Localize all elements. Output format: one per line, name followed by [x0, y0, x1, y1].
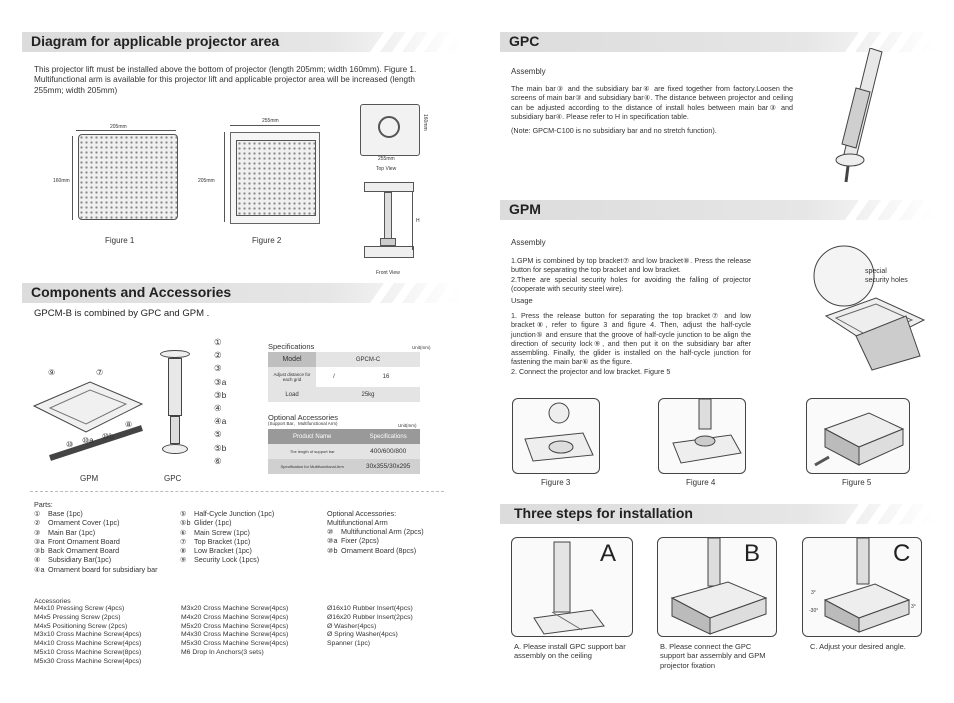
- step-a-caption: A. Please install GPC support bar assembly on the ceiling: [514, 642, 626, 661]
- gpm-assembly-label: Assembly: [511, 238, 546, 247]
- accessory-item: M4x20 Cross Machine Screw(4pcs): [181, 613, 289, 621]
- figure-5-illustration: [807, 399, 910, 474]
- part-number: ④: [34, 555, 41, 565]
- angle-left2-label: -30°: [809, 608, 819, 614]
- fig1-width-dim: 160mm: [53, 178, 70, 184]
- callout-9: ⑨: [48, 368, 56, 377]
- spec-table: [268, 352, 420, 402]
- figure-1: [50, 118, 190, 245]
- gpc-assembly-text: The main bar③ and the subsidiary bar④ are fixed together from factory.Loosen the screens of main bar③ and subsidiary bar④. The distance between projector and ceiling can be adjusted according to the distance of install holes between main bar③ and subsidiary bar④. Please refer to H in specification table.: [511, 84, 793, 121]
- components-section-header: [22, 283, 460, 303]
- step-c-letter: C: [893, 540, 911, 567]
- parts-col1-item: [34, 509, 164, 518]
- optional-r2-name: Specification for Multifunctional Arm: [268, 459, 356, 474]
- spec-load-label: Load: [268, 387, 316, 402]
- part-number: ⑩a: [327, 536, 338, 546]
- parts-col1-item: [34, 528, 164, 537]
- spec-model-value: GPCM-C: [316, 352, 420, 367]
- part-number: ③: [34, 527, 41, 537]
- part-label: Ornament Cover (1pc): [48, 518, 120, 528]
- spec-adjust-label: Adjust distance for each grid: [268, 367, 316, 387]
- optional-subtitle: (Support Bar、Multifunctional Arm): [268, 421, 338, 426]
- spec-adjust-v1: /: [316, 367, 352, 387]
- part-number: ④a: [34, 564, 45, 574]
- step-c-caption: C. Adjust your desired angle.: [810, 642, 906, 651]
- parts-col1-item: [34, 565, 164, 574]
- accessory-item: M5x30 Cross Machine Screw(4pcs): [34, 657, 142, 665]
- parts-col2-item: [180, 509, 320, 518]
- gpc-bar-illustration: [820, 48, 900, 188]
- callout-3: ③: [214, 363, 222, 374]
- part-label: Front Ornament Board: [48, 536, 120, 546]
- callout-6: ⑥: [214, 455, 222, 466]
- parts-col2-item: [180, 518, 320, 527]
- angle-right-label: 3°: [911, 604, 916, 610]
- figure-3-caption: Figure 3: [541, 478, 571, 487]
- angle-left-label: 3°: [811, 590, 816, 596]
- front-view-figure: [352, 182, 442, 278]
- figure-5-box: [806, 398, 910, 474]
- part-number: ①: [34, 509, 41, 518]
- part-number: ②: [34, 518, 41, 528]
- parts-col1: [34, 509, 164, 574]
- spec-load-value: 25kg: [316, 387, 420, 402]
- parts-col3-title: Optional Accessories:: [327, 509, 397, 518]
- part-number: ③b: [34, 546, 45, 556]
- spec-model-label: Model: [268, 352, 316, 367]
- part-number: ⑩: [327, 527, 334, 536]
- parts-col1-item: [34, 546, 164, 555]
- top-view-width-dim: 255mm: [378, 156, 395, 162]
- parts-col2-item: [180, 546, 320, 555]
- part-label: Security Lock (1pcs): [194, 555, 260, 565]
- accessory-item: M4x10 Pressing Screw (4pcs): [34, 605, 125, 612]
- accessories-col3: [327, 605, 413, 649]
- callout-3a: ③a: [214, 376, 227, 387]
- accessory-item: M5x20 Cross Machine Screw(4pcs): [181, 622, 289, 630]
- part-number: ⑩b: [327, 545, 338, 555]
- figure-3-box: [512, 398, 600, 474]
- parts-col2-item: [180, 528, 320, 537]
- gpc-drawing: [150, 340, 250, 470]
- spec-title: Specifications: [268, 342, 315, 351]
- step-a-letter: A: [600, 540, 617, 567]
- accessory-item: M4x10 Cross Machine Screw(4pcs): [34, 640, 142, 648]
- spec-unit: Unit(mm): [412, 345, 431, 350]
- parts-col1-item: [34, 518, 164, 527]
- fig1-projector-outline: [78, 134, 178, 220]
- fig2-projector-outline: [236, 140, 316, 216]
- callout-4: ④: [214, 403, 222, 414]
- part-number: ③a: [34, 536, 45, 546]
- spec-adjust-v2: 16: [352, 367, 420, 387]
- part-number: ⑦: [180, 536, 187, 546]
- gpc-callout-list: [214, 336, 226, 468]
- part-number: ⑥: [180, 527, 187, 537]
- part-label: Ornament board for subsidiary bar: [48, 564, 158, 574]
- gpc-label: GPC: [164, 474, 182, 483]
- figure-3-illustration: [513, 399, 600, 474]
- diagram-description: This projector lift must be installed above the bottom of projector (length 205mm; width 160mm). Figure 1. Multifunctional arm is available for this projector lift and applicable projector area will be increased (length 255mm; width 205mm): [34, 65, 417, 95]
- optional-header-name: Product Name: [268, 429, 356, 444]
- parts-col2-item: [180, 537, 320, 546]
- parts-col3-sub: Multifunctional Arm: [327, 518, 388, 527]
- part-label: Multifunctional Arm (2pcs): [341, 527, 424, 536]
- top-view-caption: Top View: [376, 166, 397, 172]
- part-label: Glider (1pc): [194, 518, 232, 528]
- security-holes-label: special security holes: [865, 268, 908, 284]
- parts-col1-item: [34, 555, 164, 564]
- optional-title: Optional Accessories: [268, 413, 339, 422]
- callout-2: ②: [214, 350, 222, 361]
- gpc-note: (Note: GPCM-C100 is no subsidiary bar and no stretch function).: [511, 126, 717, 135]
- step-b-caption: B. Please connect the GPC support bar assembly and GPM projector fixation: [660, 642, 766, 670]
- optional-unit: Unit(mm): [398, 423, 417, 428]
- header-stripes-decoration: [825, 200, 935, 220]
- figure-4-illustration: [659, 399, 746, 474]
- gpm-usage-text: 1. Press the release button for separating the top bracket⑦ and low bracket⑧, refer to figure 3 and figure 4. Then, adjust the half-cycle junction⑤ and ensure that the groove of half-cycle junction to be align the direction of security lock⑨, and then put it on the subsidiary bar after assembling. Finally, the glider is installed on the half-cycle junction for fastening the main bar⑥ as the figure. 2. Connect the projector and low bracket. Figure 5: [511, 311, 751, 376]
- figure-2: [198, 118, 340, 245]
- part-number: ⑧: [180, 546, 187, 556]
- accessory-item: M4x5 Positioning Screw (2pcs): [34, 622, 128, 630]
- accessory-item: M5x30 Cross Machine Screw(4pcs): [181, 640, 289, 648]
- part-label: Main Bar (1pc): [48, 527, 96, 537]
- accessory-item: Spanner (1pc): [327, 640, 371, 648]
- front-view-h-label: H: [416, 218, 420, 224]
- header-stripes-decoration: [350, 32, 460, 52]
- gpm-section-title: GPM: [509, 201, 541, 217]
- parts-col2: [180, 509, 320, 565]
- gpc-assembly-label: Assembly: [511, 67, 546, 76]
- optional-r2-spec: 30x355/30x295: [356, 459, 420, 474]
- parts-col3-item: [327, 536, 447, 545]
- optional-table: [268, 429, 420, 474]
- step-b-letter: B: [744, 540, 761, 567]
- accessory-item: Ø Spring Washer(4pcs): [327, 631, 398, 639]
- part-label: Half-Cycle Junction (1pc): [194, 509, 275, 518]
- gpm-drawing: [30, 370, 150, 470]
- gpm-label: GPM: [80, 474, 99, 483]
- accessory-item: Ø Washer(4pcs): [327, 622, 377, 630]
- callout-5b: ⑤b: [214, 442, 227, 453]
- callout-7: ⑦: [96, 368, 104, 377]
- fig2-length-dim: 255mm: [262, 118, 279, 124]
- part-label: Fixer (2pcs): [341, 536, 379, 546]
- parts-col3-item: [327, 546, 447, 555]
- gpc-section-title: GPC: [509, 33, 540, 49]
- callout-8: ⑧: [125, 420, 133, 429]
- part-label: Low Bracket (1pc): [194, 546, 252, 556]
- accessory-item: M4x30 Cross Machine Screw(4pcs): [181, 631, 289, 639]
- optional-r1-name: The length of support bar: [268, 444, 356, 459]
- steps-section-title: Three steps for installation: [514, 505, 693, 521]
- gpm-section-header: [500, 200, 935, 220]
- fig1-caption: Figure 1: [105, 236, 135, 245]
- parts-col2-item: [180, 555, 320, 564]
- step-c-box: [802, 537, 922, 637]
- callout-1: ①: [214, 337, 222, 347]
- parts-col3-item: [327, 527, 447, 536]
- steps-section-header: [500, 504, 935, 524]
- header-stripes-decoration: [350, 283, 460, 303]
- top-view-figure: [356, 102, 442, 176]
- parts-col3: [327, 527, 447, 555]
- accessories-col1: [34, 605, 141, 667]
- fig1-length-dim: 205mm: [110, 124, 127, 130]
- parts-col1-item: [34, 537, 164, 546]
- part-number: ⑤b: [180, 518, 191, 528]
- fig2-width-dim: 205mm: [198, 178, 215, 184]
- accessory-item: M6 Drop In Anchors(3 sets): [181, 648, 264, 656]
- part-label: Top Bracket (1pc): [194, 536, 251, 546]
- accessory-item: M3x20 Cross Machine Screw(4pcs): [181, 605, 289, 612]
- accessory-item: Ø16x10 Rubber Insert(4pcs): [327, 605, 413, 612]
- components-section-title: Components and Accessories: [31, 284, 232, 300]
- fig2-caption: Figure 2: [252, 236, 282, 245]
- accessories-title: Accessories: [34, 598, 71, 605]
- part-label: Subsidiary Bar(1pc): [48, 555, 112, 565]
- callout-4a: ④a: [214, 416, 227, 427]
- figure-4-box: [658, 398, 746, 474]
- accessory-item: M3x10 Cross Machine Screw(4pcs): [34, 631, 142, 639]
- step-b-box: [657, 537, 777, 637]
- components-intro: GPCM-B is combined by GPC and GPM .: [34, 308, 210, 319]
- accessory-item: Ø16x20 Rubber Insert(2pcs): [327, 613, 413, 621]
- part-number: ⑨: [180, 555, 187, 565]
- figure-4-caption: Figure 4: [686, 478, 716, 487]
- parts-title: Parts:: [34, 500, 53, 509]
- gpm-usage-label: Usage: [511, 296, 533, 305]
- callout-10a: ⑩a: [82, 436, 94, 445]
- header-stripes-decoration: [825, 504, 935, 524]
- optional-r1-spec: 400/600/800: [356, 444, 420, 459]
- callout-10b: ⑩b: [102, 432, 114, 441]
- part-label: Back Ornament Board: [48, 546, 120, 556]
- diagram-section-header: [22, 32, 460, 52]
- gpm-assembly-text: 1.GPM is combined by top bracket⑦ and low bracket⑧. Press the release button for separating the top bracket and low bracket. 2.There are special security holes for avoiding the falling of projector (cooperate with security steel wire).: [511, 256, 751, 293]
- accessory-item: M5x10 Cross Machine Screw(8pcs): [34, 648, 142, 656]
- accessory-item: M4x5 Pressing Screw (2pcs): [34, 613, 121, 621]
- diagram-section-title: Diagram for applicable projector area: [31, 33, 280, 49]
- gpm-bracket-illustration-right: [806, 236, 930, 374]
- callout-3b: ③b: [214, 389, 227, 400]
- part-label: Ornament Board (8pcs): [341, 545, 417, 555]
- accessories-col2: [181, 605, 288, 658]
- part-number: ⑤: [180, 509, 187, 518]
- part-label: Main Screw (1pc): [194, 527, 250, 537]
- callout-10: ⑩: [66, 440, 74, 449]
- step-a-box: [511, 537, 633, 637]
- callout-5: ⑤: [214, 429, 222, 440]
- figure-5-caption: Figure 5: [842, 478, 872, 487]
- front-view-caption: Front View: [376, 270, 400, 276]
- top-view-height-dim: 160mm: [422, 114, 428, 131]
- optional-header-spec: Specifications: [356, 429, 420, 444]
- part-label: Base (1pc): [48, 509, 83, 518]
- dashed-divider: [30, 491, 444, 492]
